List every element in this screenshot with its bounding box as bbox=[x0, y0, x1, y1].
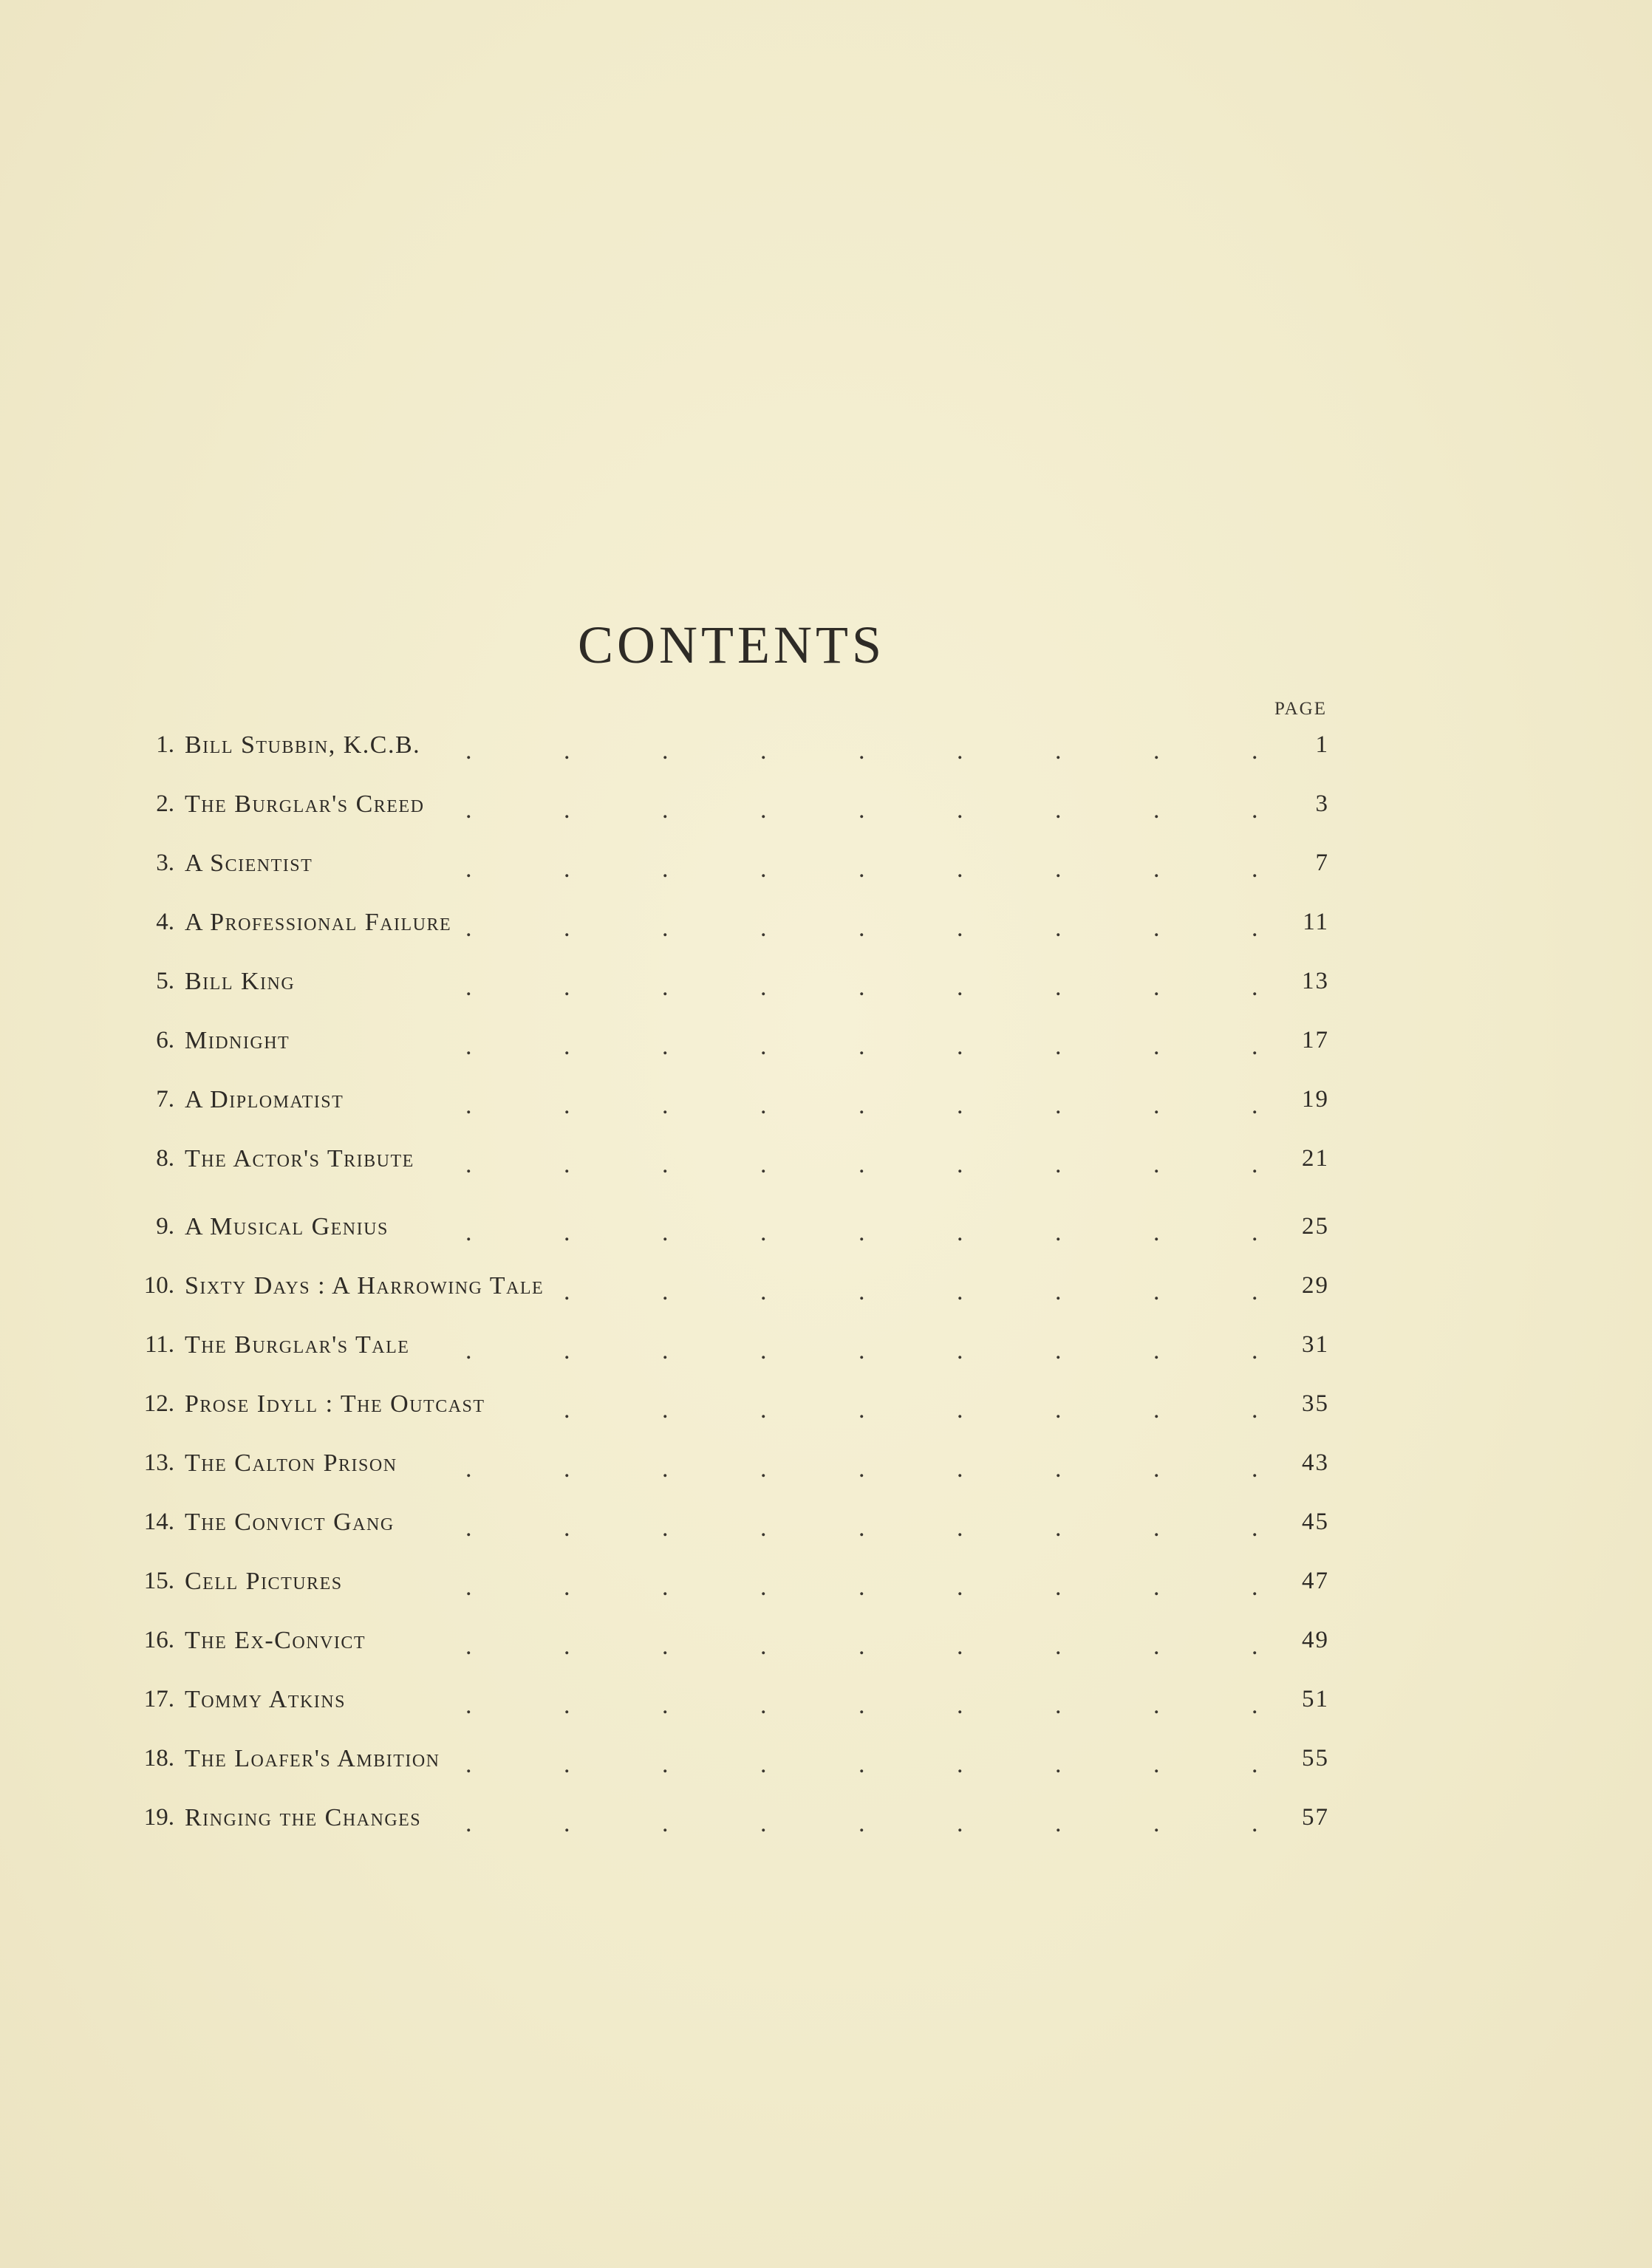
entry-page-number: 21 bbox=[1302, 1145, 1329, 1172]
dot-leaders bbox=[0, 1686, 1652, 1723]
leader-dot: . bbox=[1153, 1514, 1160, 1542]
leader-dot: . bbox=[1055, 1751, 1062, 1778]
leader-dot: . bbox=[957, 1151, 963, 1178]
leader-dot: . bbox=[465, 1337, 472, 1364]
leader-dot: . bbox=[564, 1574, 570, 1601]
leader-dot: . bbox=[859, 1692, 865, 1719]
leader-dot: . bbox=[1252, 1151, 1258, 1178]
leader-dot: . bbox=[957, 1514, 963, 1542]
leader-dot: . bbox=[760, 1751, 767, 1778]
entry-page-number: 19 bbox=[1302, 1086, 1329, 1113]
leader-dot: . bbox=[859, 1751, 865, 1778]
leader-dot: . bbox=[564, 915, 570, 942]
leader-dot: . bbox=[760, 1633, 767, 1660]
leader-dot: . bbox=[1252, 1633, 1258, 1660]
entry-title: Bill Stubbin, K.C.B. bbox=[185, 731, 421, 759]
entry-title: The Actor's Tribute bbox=[185, 1145, 414, 1172]
leader-dot: . bbox=[465, 1692, 472, 1719]
leader-dot: . bbox=[1252, 1033, 1258, 1060]
leader-dot: . bbox=[957, 1810, 963, 1837]
leader-dot: . bbox=[662, 737, 669, 765]
leader-dot: . bbox=[1055, 1455, 1062, 1483]
leader-dot: . bbox=[1055, 855, 1062, 883]
leader-dot: . bbox=[957, 1396, 963, 1424]
contents-entry[interactable] bbox=[0, 1086, 1652, 1123]
leader-dot: . bbox=[1055, 737, 1062, 765]
contents-entry[interactable] bbox=[0, 790, 1652, 827]
leader-dot: . bbox=[957, 1033, 963, 1060]
leader-dot: . bbox=[1055, 974, 1062, 1001]
leader-dot: . bbox=[564, 1278, 570, 1305]
leader-dot: . bbox=[859, 1574, 865, 1601]
leader-dot: . bbox=[1252, 1337, 1258, 1364]
contents-entry[interactable] bbox=[0, 1804, 1652, 1841]
entry-page-number: 57 bbox=[1302, 1804, 1329, 1831]
entry-number: 14. bbox=[143, 1509, 174, 1535]
entry-page-number: 45 bbox=[1302, 1509, 1329, 1535]
leader-dot: . bbox=[1055, 1692, 1062, 1719]
leader-dot: . bbox=[859, 1219, 865, 1246]
leader-dot: . bbox=[465, 1751, 472, 1778]
leader-dot: . bbox=[957, 737, 963, 765]
leader-dot: . bbox=[465, 1033, 472, 1060]
dot-leaders bbox=[0, 1390, 1652, 1427]
leader-dot: . bbox=[1252, 974, 1258, 1001]
leader-dot: . bbox=[859, 855, 865, 883]
leader-dot: . bbox=[1055, 1151, 1062, 1178]
leader-dot: . bbox=[760, 1219, 767, 1246]
leader-dot: . bbox=[662, 1574, 669, 1601]
leader-dot: . bbox=[662, 1219, 669, 1246]
leader-dot: . bbox=[1252, 855, 1258, 883]
entry-page-number: 11 bbox=[1303, 909, 1329, 935]
contents-entry[interactable] bbox=[0, 850, 1652, 887]
entry-number: 7. bbox=[156, 1086, 174, 1113]
leader-dot: . bbox=[465, 1092, 472, 1119]
leader-dot: . bbox=[1153, 1692, 1160, 1719]
entry-page-number: 49 bbox=[1302, 1627, 1329, 1653]
leader-dot: . bbox=[662, 796, 669, 824]
leader-dot: . bbox=[1055, 1033, 1062, 1060]
leader-dot: . bbox=[662, 1278, 669, 1305]
leader-dot: . bbox=[1153, 1151, 1160, 1178]
entry-page-number: 35 bbox=[1302, 1390, 1329, 1417]
entry-page-number: 1 bbox=[1315, 731, 1329, 758]
leader-dot: . bbox=[760, 1514, 767, 1542]
leader-dot: . bbox=[957, 796, 963, 824]
leader-dot: . bbox=[1055, 796, 1062, 824]
leader-dot: . bbox=[859, 1033, 865, 1060]
leader-dot: . bbox=[1252, 1455, 1258, 1483]
leader-dot: . bbox=[760, 1033, 767, 1060]
leader-dot: . bbox=[662, 1633, 669, 1660]
leader-dot: . bbox=[1055, 1574, 1062, 1601]
entry-title: A Diplomatist bbox=[185, 1086, 344, 1113]
leader-dot: . bbox=[1055, 915, 1062, 942]
leader-dot: . bbox=[465, 1810, 472, 1837]
entry-number: 5. bbox=[156, 968, 174, 994]
dot-leaders bbox=[0, 1568, 1652, 1605]
leader-dot: . bbox=[662, 974, 669, 1001]
leader-dot: . bbox=[859, 1633, 865, 1660]
leader-dot: . bbox=[859, 1514, 865, 1542]
entry-page-number: 51 bbox=[1302, 1686, 1329, 1712]
leader-dot: . bbox=[760, 1151, 767, 1178]
entry-title: The Burglar's Tale bbox=[185, 1331, 410, 1359]
entry-number: 1. bbox=[156, 731, 174, 758]
leader-dot: . bbox=[1055, 1337, 1062, 1364]
dot-leaders bbox=[0, 968, 1652, 1005]
entry-page-number: 31 bbox=[1302, 1331, 1329, 1358]
entry-page-number: 7 bbox=[1315, 850, 1329, 876]
entry-number: 10. bbox=[143, 1272, 174, 1299]
leader-dot: . bbox=[760, 1278, 767, 1305]
leader-dot: . bbox=[662, 1692, 669, 1719]
contents-entry[interactable] bbox=[0, 1449, 1652, 1486]
entry-page-number: 17 bbox=[1302, 1027, 1329, 1053]
leader-dot: . bbox=[662, 1810, 669, 1837]
entry-number: 2. bbox=[156, 790, 174, 817]
leader-dot: . bbox=[564, 1751, 570, 1778]
leader-dot: . bbox=[662, 1151, 669, 1178]
contents-entry[interactable] bbox=[0, 1272, 1652, 1309]
leader-dot: . bbox=[1153, 1092, 1160, 1119]
leader-dot: . bbox=[760, 1692, 767, 1719]
leader-dot: . bbox=[760, 1574, 767, 1601]
leader-dot: . bbox=[957, 1574, 963, 1601]
leader-dot: . bbox=[1153, 1396, 1160, 1424]
leader-dot: . bbox=[1153, 1219, 1160, 1246]
leader-dot: . bbox=[957, 1337, 963, 1364]
entry-page-number: 3 bbox=[1315, 790, 1329, 817]
dot-leaders bbox=[0, 1027, 1652, 1064]
leader-dot: . bbox=[564, 737, 570, 765]
leader-dot: . bbox=[1252, 1810, 1258, 1837]
leader-dot: . bbox=[760, 915, 767, 942]
leader-dot: . bbox=[957, 1455, 963, 1483]
leader-dot: . bbox=[465, 1514, 472, 1542]
leader-dot: . bbox=[564, 1810, 570, 1837]
leader-dot: . bbox=[859, 1151, 865, 1178]
entry-page-number: 47 bbox=[1302, 1568, 1329, 1594]
leader-dot: . bbox=[859, 1396, 865, 1424]
leader-dot: . bbox=[760, 737, 767, 765]
leader-dot: . bbox=[957, 1278, 963, 1305]
leader-dot: . bbox=[1055, 1219, 1062, 1246]
leader-dot: . bbox=[564, 796, 570, 824]
leader-dot: . bbox=[957, 1219, 963, 1246]
entry-title: Ringing the Changes bbox=[185, 1804, 422, 1831]
entry-number: 12. bbox=[143, 1390, 174, 1417]
leader-dot: . bbox=[662, 1033, 669, 1060]
leader-dot: . bbox=[662, 915, 669, 942]
leader-dot: . bbox=[564, 1633, 570, 1660]
leader-dot: . bbox=[1252, 1278, 1258, 1305]
dot-leaders bbox=[0, 1213, 1652, 1250]
leader-dot: . bbox=[859, 1337, 865, 1364]
leader-dot: . bbox=[662, 1092, 669, 1119]
leader-dot: . bbox=[564, 1692, 570, 1719]
entry-title: Sixty Days : A Harrowing Tale bbox=[185, 1272, 545, 1299]
leader-dot: . bbox=[957, 1692, 963, 1719]
entry-title: A Scientist bbox=[185, 850, 313, 877]
entry-number: 18. bbox=[143, 1745, 174, 1772]
entry-number: 4. bbox=[156, 909, 174, 935]
leader-dot: . bbox=[859, 737, 865, 765]
page-column-label: PAGE bbox=[1274, 699, 1327, 719]
contents-entry[interactable] bbox=[0, 1568, 1652, 1605]
leader-dot: . bbox=[1252, 1396, 1258, 1424]
leader-dot: . bbox=[465, 1151, 472, 1178]
leader-dot: . bbox=[859, 1810, 865, 1837]
contents-entry[interactable] bbox=[0, 1509, 1652, 1545]
contents-entry[interactable] bbox=[0, 1745, 1652, 1782]
entry-title: Tommy Atkins bbox=[185, 1686, 346, 1713]
leader-dot: . bbox=[1252, 1751, 1258, 1778]
entry-title: Bill King bbox=[185, 968, 296, 995]
leader-dot: . bbox=[859, 1278, 865, 1305]
leader-dot: . bbox=[1153, 1033, 1160, 1060]
contents-entry[interactable] bbox=[0, 968, 1652, 1005]
dot-leaders bbox=[0, 790, 1652, 827]
dot-leaders bbox=[0, 1086, 1652, 1123]
entry-number: 17. bbox=[143, 1686, 174, 1712]
leader-dot: . bbox=[1055, 1278, 1062, 1305]
dot-leaders bbox=[0, 1272, 1652, 1309]
leader-dot: . bbox=[662, 1514, 669, 1542]
leader-dot: . bbox=[760, 1092, 767, 1119]
leader-dot: . bbox=[465, 974, 472, 1001]
entry-page-number: 13 bbox=[1302, 968, 1329, 994]
entry-title: The Burglar's Creed bbox=[185, 790, 425, 818]
leader-dot: . bbox=[957, 1751, 963, 1778]
leader-dot: . bbox=[1153, 1337, 1160, 1364]
leader-dot: . bbox=[1153, 737, 1160, 765]
leader-dot: . bbox=[760, 1337, 767, 1364]
leader-dot: . bbox=[1153, 1810, 1160, 1837]
entry-page-number: 43 bbox=[1302, 1449, 1329, 1476]
dot-leaders bbox=[0, 1145, 1652, 1182]
leader-dot: . bbox=[859, 1455, 865, 1483]
leader-dot: . bbox=[465, 1574, 472, 1601]
contents-entry[interactable] bbox=[0, 1686, 1652, 1723]
leader-dot: . bbox=[662, 1337, 669, 1364]
contents-entry[interactable] bbox=[0, 909, 1652, 946]
leader-dot: . bbox=[1252, 796, 1258, 824]
leader-dot: . bbox=[859, 796, 865, 824]
leader-dot: . bbox=[1252, 1514, 1258, 1542]
leader-dot: . bbox=[760, 1396, 767, 1424]
leader-dot: . bbox=[1252, 1219, 1258, 1246]
entry-number: 15. bbox=[143, 1568, 174, 1594]
entry-number: 6. bbox=[156, 1027, 174, 1053]
leader-dot: . bbox=[1153, 796, 1160, 824]
entry-number: 8. bbox=[156, 1145, 174, 1172]
leader-dot: . bbox=[465, 1455, 472, 1483]
entry-number: 3. bbox=[156, 850, 174, 876]
leader-dot: . bbox=[564, 1514, 570, 1542]
entry-title: The Calton Prison bbox=[185, 1449, 397, 1477]
page-title: CONTENTS bbox=[578, 615, 885, 674]
leader-dot: . bbox=[662, 1396, 669, 1424]
leader-dot: . bbox=[957, 855, 963, 883]
leader-dot: . bbox=[564, 1219, 570, 1246]
leader-dot: . bbox=[465, 855, 472, 883]
dot-leaders bbox=[0, 1449, 1652, 1486]
leader-dot: . bbox=[957, 1092, 963, 1119]
leader-dot: . bbox=[760, 855, 767, 883]
leader-dot: . bbox=[1252, 737, 1258, 765]
contents-entry[interactable] bbox=[0, 1027, 1652, 1064]
leader-dot: . bbox=[564, 1151, 570, 1178]
leader-dot: . bbox=[1055, 1092, 1062, 1119]
entry-page-number: 25 bbox=[1302, 1213, 1329, 1240]
leader-dot: . bbox=[465, 915, 472, 942]
entry-number: 19. bbox=[143, 1804, 174, 1831]
contents-entry[interactable] bbox=[0, 1390, 1652, 1427]
leader-dot: . bbox=[662, 1751, 669, 1778]
dot-leaders bbox=[0, 731, 1652, 768]
leader-dot: . bbox=[1153, 915, 1160, 942]
entry-title: A Musical Genius bbox=[185, 1213, 389, 1240]
dot-leaders bbox=[0, 909, 1652, 946]
leader-dot: . bbox=[662, 1455, 669, 1483]
leader-dot: . bbox=[465, 1633, 472, 1660]
entry-title: Midnight bbox=[185, 1027, 290, 1054]
dot-leaders bbox=[0, 1509, 1652, 1545]
contents-entry[interactable] bbox=[0, 1213, 1652, 1250]
entry-number: 16. bbox=[143, 1627, 174, 1653]
entry-number: 13. bbox=[143, 1449, 174, 1476]
entry-title: The Ex-Convict bbox=[185, 1627, 366, 1654]
leader-dot: . bbox=[1055, 1396, 1062, 1424]
leader-dot: . bbox=[1153, 1278, 1160, 1305]
leader-dot: . bbox=[859, 1092, 865, 1119]
dot-leaders bbox=[0, 1627, 1652, 1664]
leader-dot: . bbox=[564, 974, 570, 1001]
contents-entry[interactable] bbox=[0, 1331, 1652, 1368]
leader-dot: . bbox=[1252, 1092, 1258, 1119]
leader-dot: . bbox=[564, 1396, 570, 1424]
dot-leaders bbox=[0, 1331, 1652, 1368]
leader-dot: . bbox=[859, 915, 865, 942]
leader-dot: . bbox=[1153, 1455, 1160, 1483]
leader-dot: . bbox=[564, 1092, 570, 1119]
leader-dot: . bbox=[465, 796, 472, 824]
leader-dot: . bbox=[465, 737, 472, 765]
dot-leaders bbox=[0, 1745, 1652, 1782]
leader-dot: . bbox=[662, 855, 669, 883]
leader-dot: . bbox=[1055, 1810, 1062, 1837]
leader-dot: . bbox=[1153, 1751, 1160, 1778]
leader-dot: . bbox=[1153, 1633, 1160, 1660]
leader-dot: . bbox=[465, 1219, 472, 1246]
leader-dot: . bbox=[564, 1455, 570, 1483]
leader-dot: . bbox=[1252, 1574, 1258, 1601]
contents-entry[interactable] bbox=[0, 731, 1652, 768]
leader-dot: . bbox=[957, 915, 963, 942]
contents-entry[interactable] bbox=[0, 1145, 1652, 1182]
leader-dot: . bbox=[760, 796, 767, 824]
leader-dot: . bbox=[1153, 974, 1160, 1001]
entry-number: 9. bbox=[156, 1213, 174, 1240]
dot-leaders bbox=[0, 1804, 1652, 1841]
leader-dot: . bbox=[1153, 1574, 1160, 1601]
entry-title: A Professional Failure bbox=[185, 909, 452, 936]
leader-dot: . bbox=[760, 1810, 767, 1837]
leader-dot: . bbox=[564, 855, 570, 883]
leader-dot: . bbox=[1055, 1633, 1062, 1660]
entry-page-number: 29 bbox=[1302, 1272, 1329, 1299]
leader-dot: . bbox=[564, 1033, 570, 1060]
leader-dot: . bbox=[957, 1633, 963, 1660]
leader-dot: . bbox=[1252, 915, 1258, 942]
leader-dot: . bbox=[564, 1337, 570, 1364]
entry-title: The Convict Gang bbox=[185, 1509, 395, 1536]
entry-title: Prose Idyll : The Outcast bbox=[185, 1390, 485, 1418]
entry-number: 11. bbox=[144, 1331, 174, 1358]
entry-title: Cell Pictures bbox=[185, 1568, 343, 1595]
dot-leaders bbox=[0, 850, 1652, 887]
leader-dot: . bbox=[760, 1455, 767, 1483]
entry-page-number: 55 bbox=[1302, 1745, 1329, 1772]
leader-dot: . bbox=[1153, 855, 1160, 883]
leader-dot: . bbox=[957, 974, 963, 1001]
leader-dot: . bbox=[760, 974, 767, 1001]
entry-title: The Loafer's Ambition bbox=[185, 1745, 440, 1772]
contents-entry[interactable] bbox=[0, 1627, 1652, 1664]
leader-dot: . bbox=[1055, 1514, 1062, 1542]
leader-dot: . bbox=[1252, 1692, 1258, 1719]
leader-dot: . bbox=[859, 974, 865, 1001]
